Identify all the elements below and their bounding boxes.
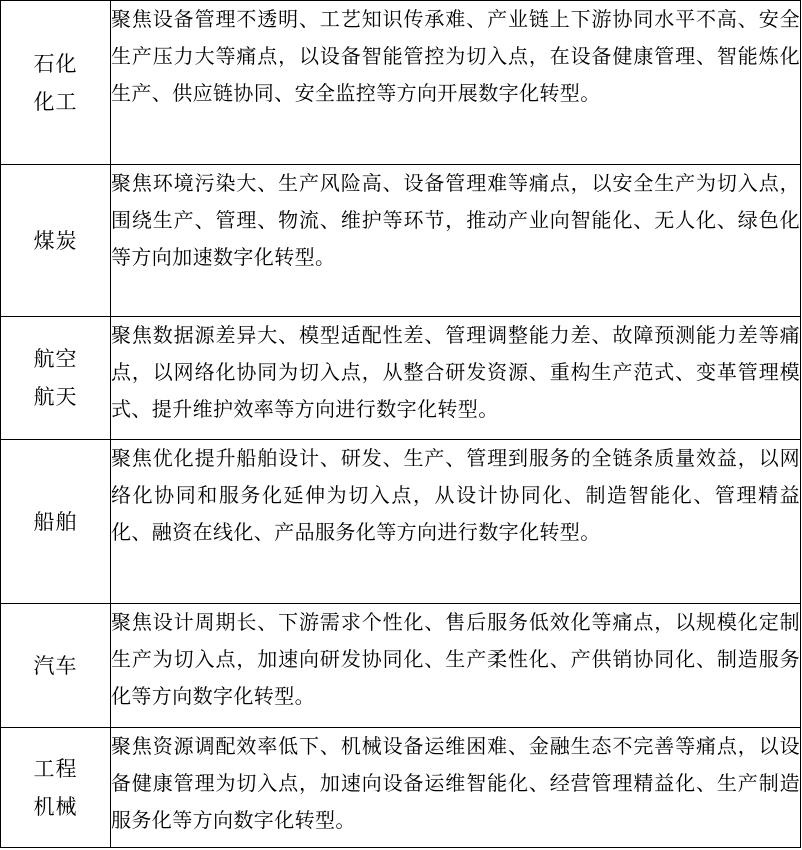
industry-description: 聚焦资源调配效率低下、机械设备运维困难、金融生态不完善等痛点，以设备健康管理为切入点，加速向设备运维智能化、经营管理精益化、生产制造服务化等方向数字化转型。 xyxy=(111,728,801,848)
industry-description: 聚焦设计周期长、下游需求个性化、售后服务低效化等痛点，以规模化定制生产为切入点，加速向研发协同化、生产柔性化、产供销协同化、制造服务化等方向数字化转型。 xyxy=(111,604,801,728)
industry-name-cell xyxy=(1,317,111,440)
table-row-aerospace xyxy=(1,317,801,440)
table-row-automotive xyxy=(1,604,801,728)
industry-name-line: 汽车 xyxy=(33,653,78,678)
industry-name-line: 船舶 xyxy=(33,509,78,534)
industry-name-cell xyxy=(1,604,111,728)
industry-description: 聚焦数据源差异大、模型适配性差、管理调整能力差、故障预测能力差等痛点，以网络化协同为切入点，从整合研发资源、重构生产范式、变革管理模式、提升维护效率等方向进行数字化转型。 xyxy=(111,317,801,440)
industry-name-line: 煤炭 xyxy=(33,228,78,253)
table-row-shipbuilding xyxy=(1,440,801,604)
industry-name-line: 航空 xyxy=(33,347,78,371)
industry-name-cell xyxy=(1,165,111,317)
industry-name-cell xyxy=(1,728,111,848)
industry-name-line: 石化 xyxy=(33,51,78,76)
industry-description: 聚焦优化提升船舶设计、研发、生产、管理到服务的全链条质量效益，以网络化协同和服务化延伸为切入点，从设计协同化、制造智能化、管理精益化、融资在线化、产品服务化等方向进行数字化转型。 xyxy=(111,440,801,604)
industry-name-cell xyxy=(1,440,111,604)
industry-description: 聚焦设备管理不透明、工艺知识传承难、产业链上下游协同水平不高、安全生产压力大等痛点，以设备智能管控为切入点，在设备健康管理、智能炼化生产、供应链协同、安全监控等方向开展数字化转型。 xyxy=(111,1,801,165)
industry-name-line: 航天 xyxy=(33,385,78,409)
industry-name-line: 化工 xyxy=(33,89,78,114)
table-row-coal xyxy=(1,165,801,317)
table-row-petrochemical xyxy=(1,1,801,165)
industry-name-line: 机械 xyxy=(33,794,78,819)
industry-description: 聚焦环境污染大、生产风险高、设备管理难等痛点，以安全生产为切入点，围绕生产、管理、物流、维护等环节，推动产业向智能化、无人化、绿色化等方向加速数字化转型。 xyxy=(111,165,801,317)
industry-name-cell xyxy=(1,1,111,165)
table-row-construction-machinery xyxy=(1,728,801,848)
industry-name-line: 工程 xyxy=(33,756,78,781)
